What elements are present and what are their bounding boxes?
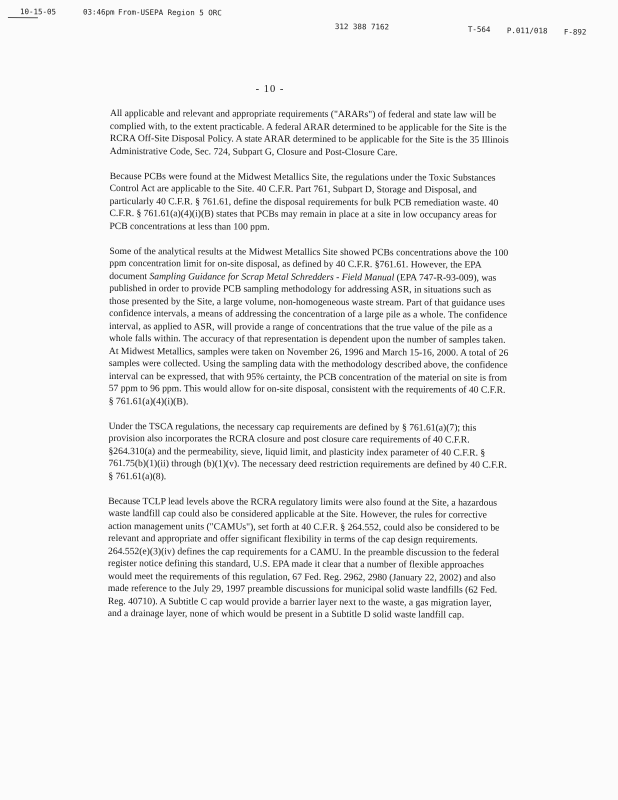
fax-code: T-564 <box>467 24 491 34</box>
guidance-document-title: Sampling Guidance for Scrap Metal Schredders - Field Manual <box>149 270 395 283</box>
fax-number: F-892 <box>563 27 587 37</box>
fax-page-count: P.011/018 <box>506 26 548 36</box>
paragraph-arars: All applicable and relevant and appropriate requirements ("ARARs") of federal and state law will be complied with, to the extent practicable. A federal ARAR determined to be applicable for the Site is the RCRA Off-Site Disposal Policy. A state ARAR determined to be applicable for the Site is the 35 Illinois Administrative Code, Sec. 724, Subpart G, Closure and Post-Closure Care. <box>109 108 509 158</box>
page-number: - 10 - <box>255 84 285 95</box>
paragraph-tclp-lead: Because TCLP lead levels above the RCRA regulatory limits were also found at the Site, a hazardous waste landfill cap could also be considered applicable at the Site. However, the rules for corrective action management units ("CAMUs"), set forth at 40 C.F.R. § 264.552, could also be considered to be relevant and appropriate and offer significant flexibility in terms of the cap design requirements. 264.552(e)(3)(iv) defines the cap requirements for a CAMU. In the preamble discussion to the federal register notice defining this standard, U.S. EPA made it clear that a number of flexible approaches would meet the requirements of this regulation, 67 Fed. Reg. 2962, 2980 (January 22, 2002) and also made reference to the July 29, 1997 preamble discussions for municipal solid waste landfills (62 Fed. Reg. 40710). A Subtitle C cap would provide a barrier layer next to the waste, a gas migration layer, and a drainage layer, none of which would be present in a Subtitle D solid waste landfill cap. <box>107 495 500 621</box>
fax-header-rule <box>8 17 38 18</box>
fax-time: 03:46pm <box>82 7 115 17</box>
paragraph-pcb-regulations: Because PCBs were found at the Midwest Metallics Site, the regulations under the Toxic Substances Control Act are applicable to the Site. 40 C.F.R. Part 761, Subpart D, Storage and Disposal, and particularly 40 C.F.R. § 761.61, define the disposal requirements for bulk PCB remediation waste. 40 C.F.R. § 761.61(a)(4)(i)(B) states that PCBs may remain in place at a site in low occupancy areas for PCB concentrations at less than 100 ppm. <box>109 170 499 233</box>
fax-header <box>0 5 618 37</box>
fax-phone: 312 388 7162 <box>334 22 390 32</box>
fax-date: 10-15-05 <box>19 7 57 17</box>
paragraph-sampling-detail: (EPA 747-R-93-009), was published in order to provide PCB sampling methodology for addressing ASR, in situations such as those presented by the Site, a large volume, non-homogeneous waste stream. Part of that guidance uses confidence intervals, a means of addressing the concentration of a large pile as a whole. The confidence interval, as applied to ASR, will provide a range of concentrations that the true value of the pile as a whole falls within. The accuracy of that representation is dependent upon the number of samples taken. At Midwest Metallics, samples were taken on November 26, 1996 and March 15-16, 2000. A total of 26 samples were collected. Using the sampling data with the methodology described above, the confidence interval can be expressed, that with 95% certainty, the PCB concentration of the material on site is from 57 ppm to 96 ppm. This would allow for on-site disposal, consistent with the requirements of 40 C.F.R. § 761.61(a)(4)(i)(B). <box>108 271 509 407</box>
fax-sender: From-USEPA Region 5 ORC <box>117 7 222 18</box>
paragraph-sampling-results <box>109 245 510 409</box>
document-body <box>108 108 510 635</box>
paragraph-sampling-intro: Some of the analytical results at the Midwest Metallics Site showed PCBs concentrations above the 100 ppm concentration limit for on-site disposal, as defined by 40 C.F.R. §761.61. However, the EPA document <box>109 245 509 282</box>
paragraph-tsca-cap: Under the TSCA regulations, the necessary cap requirements are defined by § 761.61(a)(7); this provision also incorporates the RCRA closure and post closure care requirements of 40 C.F.R. §264.310(a) and the permeability, sieve, liquid limit, and plasticity index parameter of 40 C.F.R. § 761.75(b)(1)(ii) through (b)(1)(v). The necessary deed restriction requirements are defined by 40 C.F.R. § 761.61(a)(8). <box>108 420 507 482</box>
